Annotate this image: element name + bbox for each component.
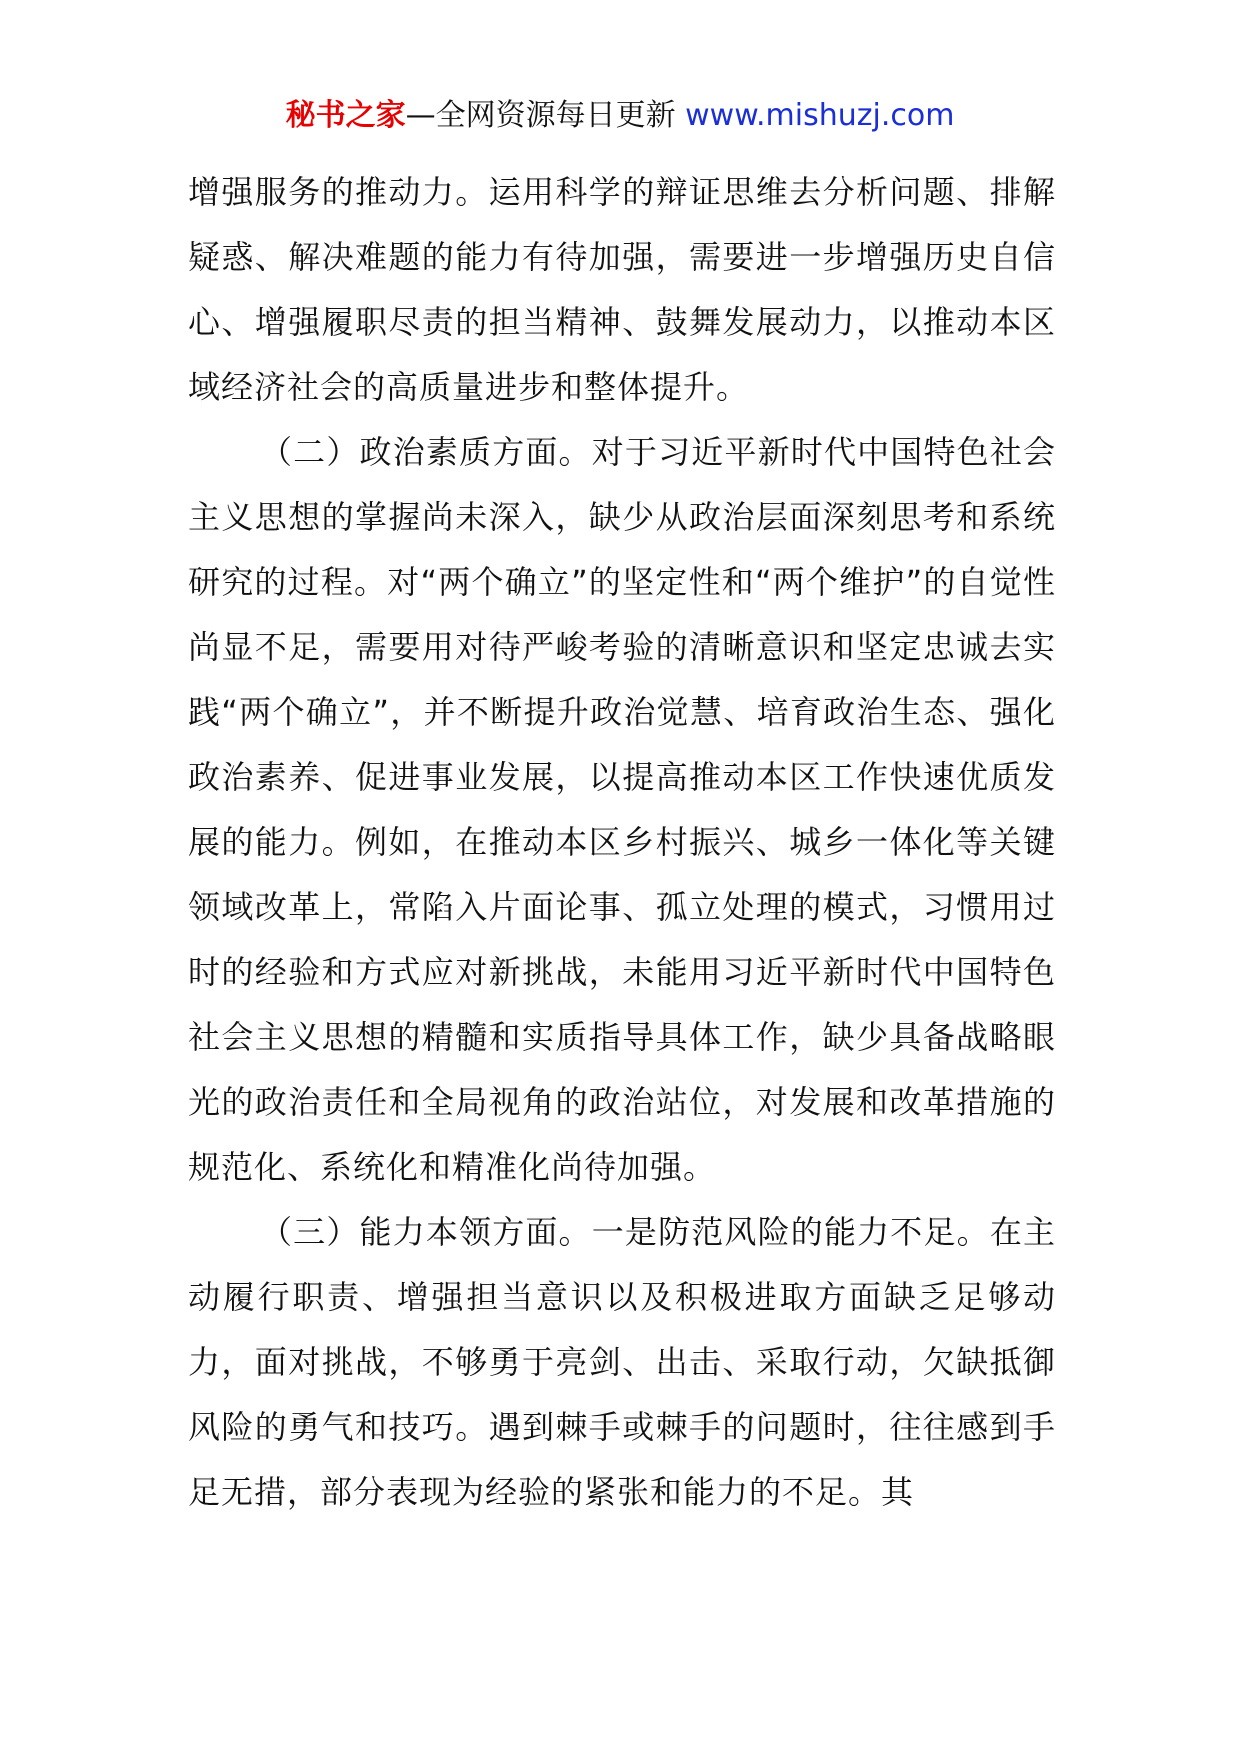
header-tagline: —全网资源每日更新 <box>405 98 676 133</box>
document-body <box>188 160 1056 1525</box>
header-url-link[interactable]: www.mishuzj.com <box>685 98 955 133</box>
brand-name: 秘书之家 <box>285 98 406 133</box>
page-header <box>0 96 1240 136</box>
paragraph-political-quality: （二）政治素质方面。对于习近平新时代中国特色社会主义思想的掌握尚未深入，缺少从政治层面深刻思考和系统研究的过程。对“两个确立”的坚定性和“两个维护”的自觉性尚显不足，需要用对待严峻考验的清晰意识和坚定忠诚去实践“两个确立”，并不断提升政治觉慧、培育政治生态、强化政治素养、促进事业发展，以提高推动本区工作快速优质发展的能力。例如，在推动本区乡村振兴、城乡一体化等关键领域改革上，常陷入片面论事、孤立处理的模式，习惯用过时的经验和方式应对新挑战，未能用习近平新时代中国特色社会主义思想的精髓和实质指导具体工作，缺少具备战略眼光的政治责任和全局视角的政治站位，对发展和改革措施的规范化、系统化和精准化尚待加强。 <box>188 433 1056 1186</box>
paragraph-continuation: 增强服务的推动力。运用科学的辩证思维去分析问题、排解疑惑、解决难题的能力有待加强，需要进一步增强历史自信心、增强履职尽责的担当精神、鼓舞发展动力，以推动本区域经济社会的高质量进步和整体提升。 <box>188 173 1056 406</box>
paragraph-capability: （三）能力本领方面。一是防范风险的能力不足。在主动履行职责、增强担当意识以及积极进取方面缺乏足够动力，面对挑战，不够勇于亮剑、出击、采取行动，欠缺抵御风险的勇气和技巧。遇到棘手或棘手的问题时，往往感到手足无措，部分表现为经验的紧张和能力的不足。其 <box>188 1213 1056 1511</box>
